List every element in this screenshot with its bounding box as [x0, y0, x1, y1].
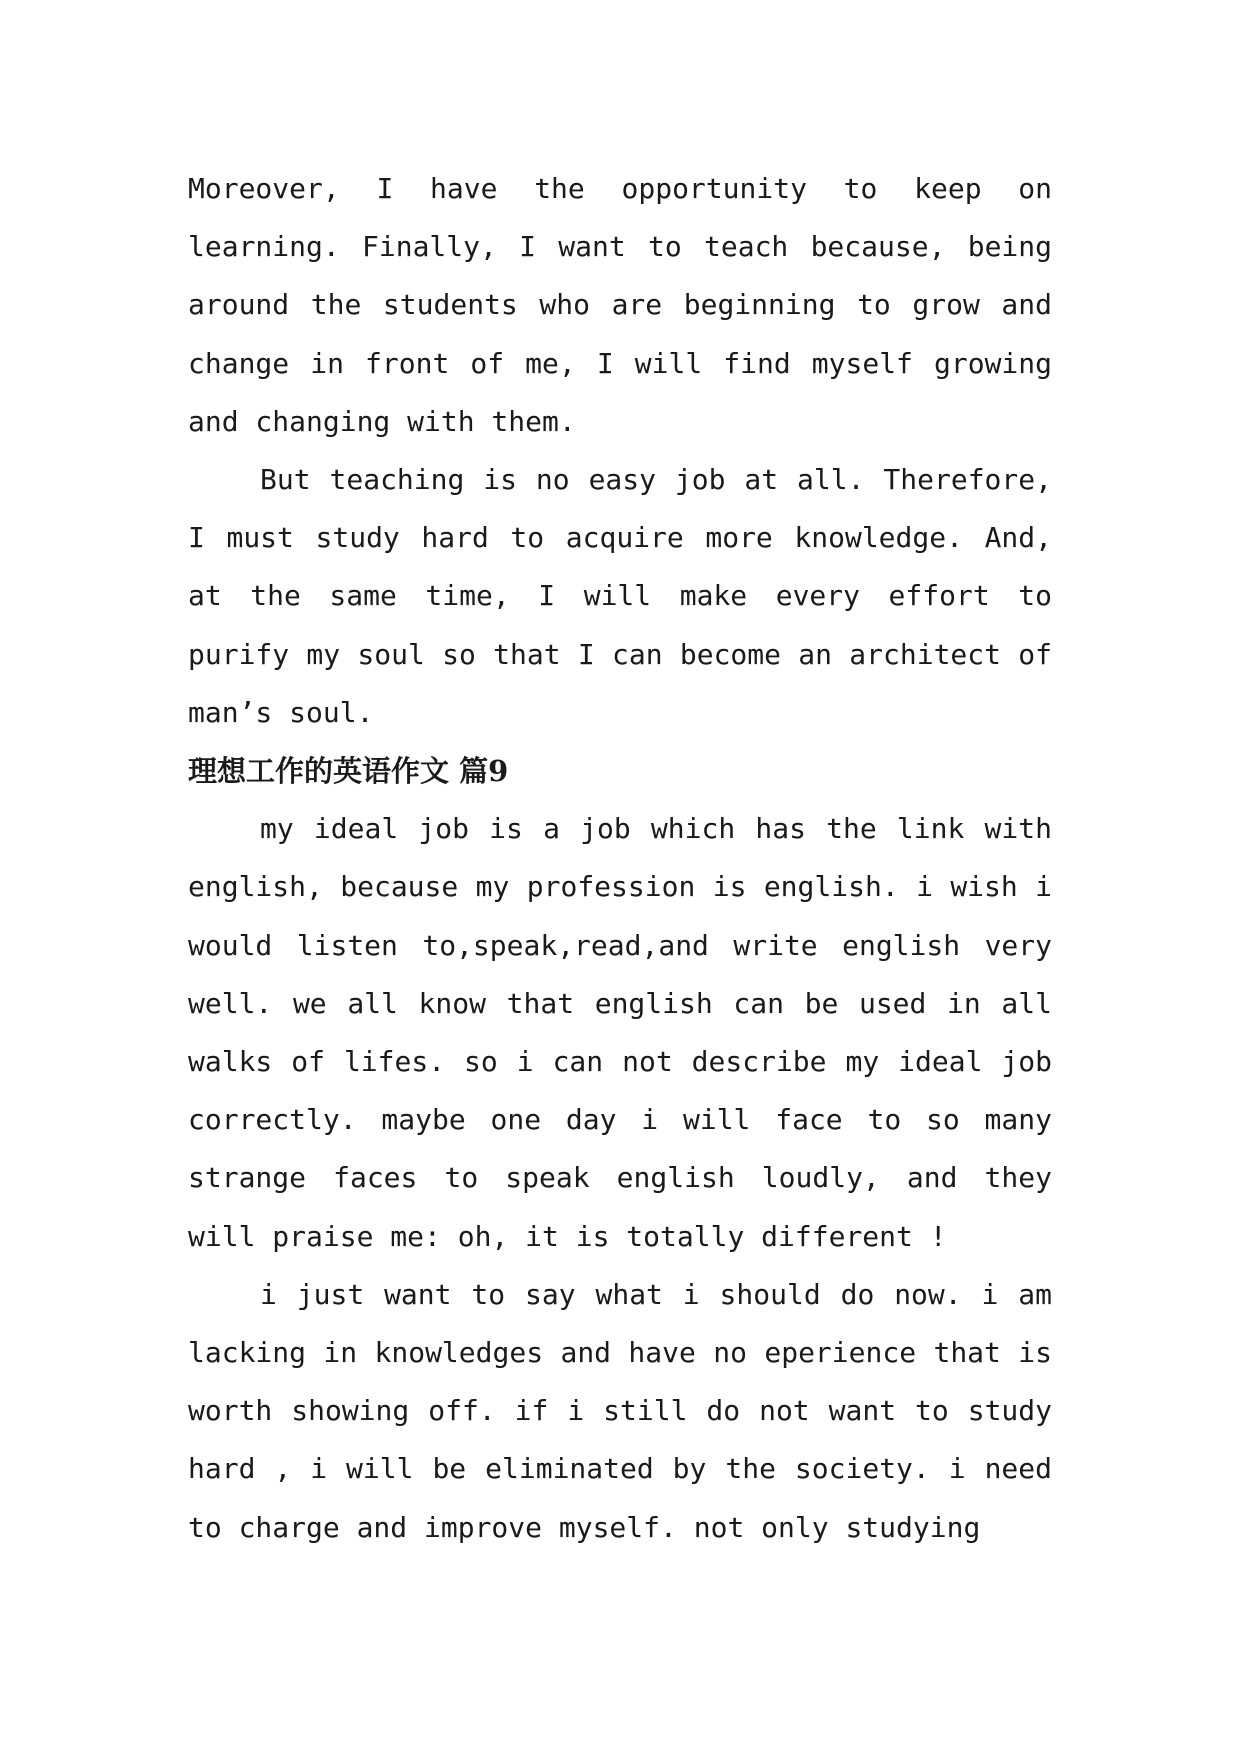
section-heading: 理想工作的英语作文 篇9	[188, 754, 509, 789]
paragraph-ideal-job: my ideal job is a job which has the link with english, because my profession is english. i wish i would listen to,speak,read,and write english very well. we all know that english can be used in all walks of lifes. so i can not describe my ideal job correctly. maybe one day i will face to so many strange faces to speak english loudly, and they will praise me: oh, it is totally different !	[188, 812, 1052, 1253]
paragraph-teaching: But teaching is no easy job at all. Therefore, I must study hard to acquire more knowledge. And, at the same time, I will make every effort to purify my soul so that I can become an architect of man’s soul.	[188, 463, 1052, 729]
paragraph-continuation: Moreover, I have the opportunity to keep on learning. Finally, I want to teach because, being around the students who are beginning to grow and change in front of me, I will find myself growing and changing with them.	[188, 172, 1052, 438]
document-body	[188, 160, 1052, 1557]
paragraph-what-to-do: i just want to say what i should do now. i am lacking in knowledges and have no eperience that is worth showing off. if i still do not want to study hard , i will be eliminated by the society. i need to charge and improve myself. not only studying	[188, 1277, 1052, 1544]
